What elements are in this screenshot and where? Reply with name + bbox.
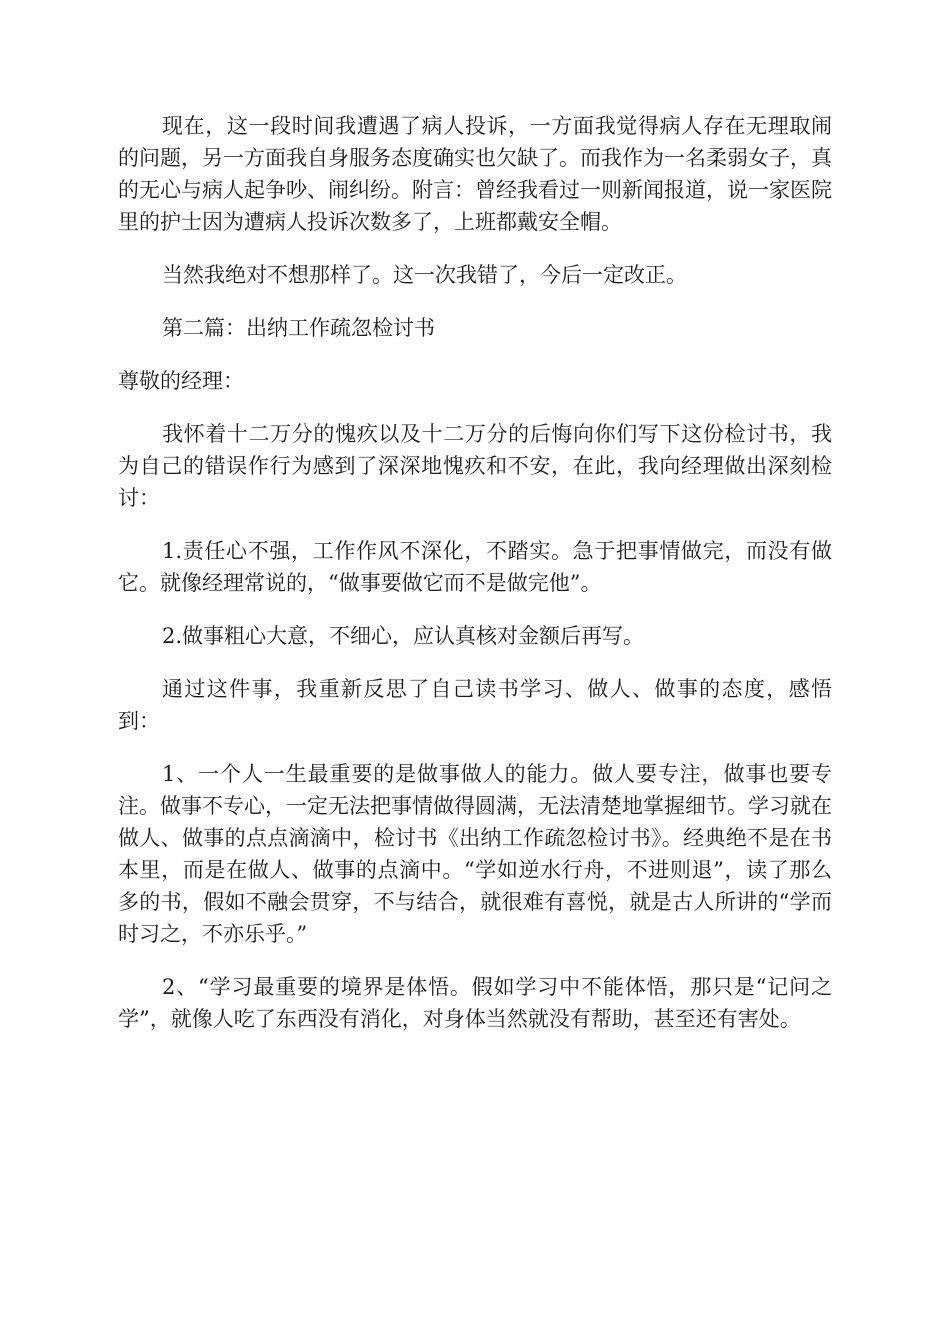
salutation: 尊敬的经理：	[118, 369, 244, 393]
paragraph-reflection: 通过这件事，我重新反思了自己读书学习、做人、做事的态度，感悟到：	[118, 677, 832, 733]
insight-item-2: 2、“学习最重要的境界是体悟。假如学习中不能体悟，那只是“记问之学”，就像人吃了东西没有消化，对身体当然就没有帮助，甚至还有害处。	[118, 975, 832, 1031]
section-heading: 第二篇：出纳工作疏忽检讨书	[162, 316, 435, 340]
insight-item-1: 1、一个人一生最重要的是做事做人的能力。做人要专注，做事也要专注。做事不专心，一定无法把事情做得圆满，无法清楚地掌握细节。学习就在做人、做事的点点滴滴中，检讨书《出纳工作疏忽检讨书》。经典绝不是在书本里，而是在做人、做事的点滴中。“学如逆水行舟，不进则退”，读了那么多的书，假如不融会贯穿，不与结合，就很难有喜悦，就是古人所讲的“学而时习之，不亦乐乎。”	[118, 762, 832, 946]
list-item-1: 1.责任心不强，工作作风不深化，不踏实。急于把事情做完，而没有做它。就像经理常说的，“做事要做它而不是做完他”。	[118, 539, 832, 595]
paragraph-intro: 我怀着十二万分的愧疚以及十二万分的后悔向你们写下这份检讨书，我为自己的错误作行为感到了深深地愧疚和不安，在此，我向经理做出深刻检讨：	[118, 422, 832, 510]
list-item-2: 2.做事粗心大意，不细心，应认真核对金额后再写。	[162, 624, 645, 648]
paragraph-complaint: 现在，这一段时间我遭遇了病人投诉，一方面我觉得病人存在无理取闹的问题，另一方面我自身服务态度确实也欠缺了。而我作为一名柔弱女子，真的无心与病人起争吵、闹纠纷。附言：曾经我看过一则新闻报道，说一家医院里的护士因为遭病人投诉次数多了，上班都戴安全帽。	[118, 114, 832, 234]
paragraph-resolution: 当然我绝对不想那样了。这一次我错了，今后一定改正。	[162, 263, 687, 287]
document-body	[118, 110, 832, 1056]
